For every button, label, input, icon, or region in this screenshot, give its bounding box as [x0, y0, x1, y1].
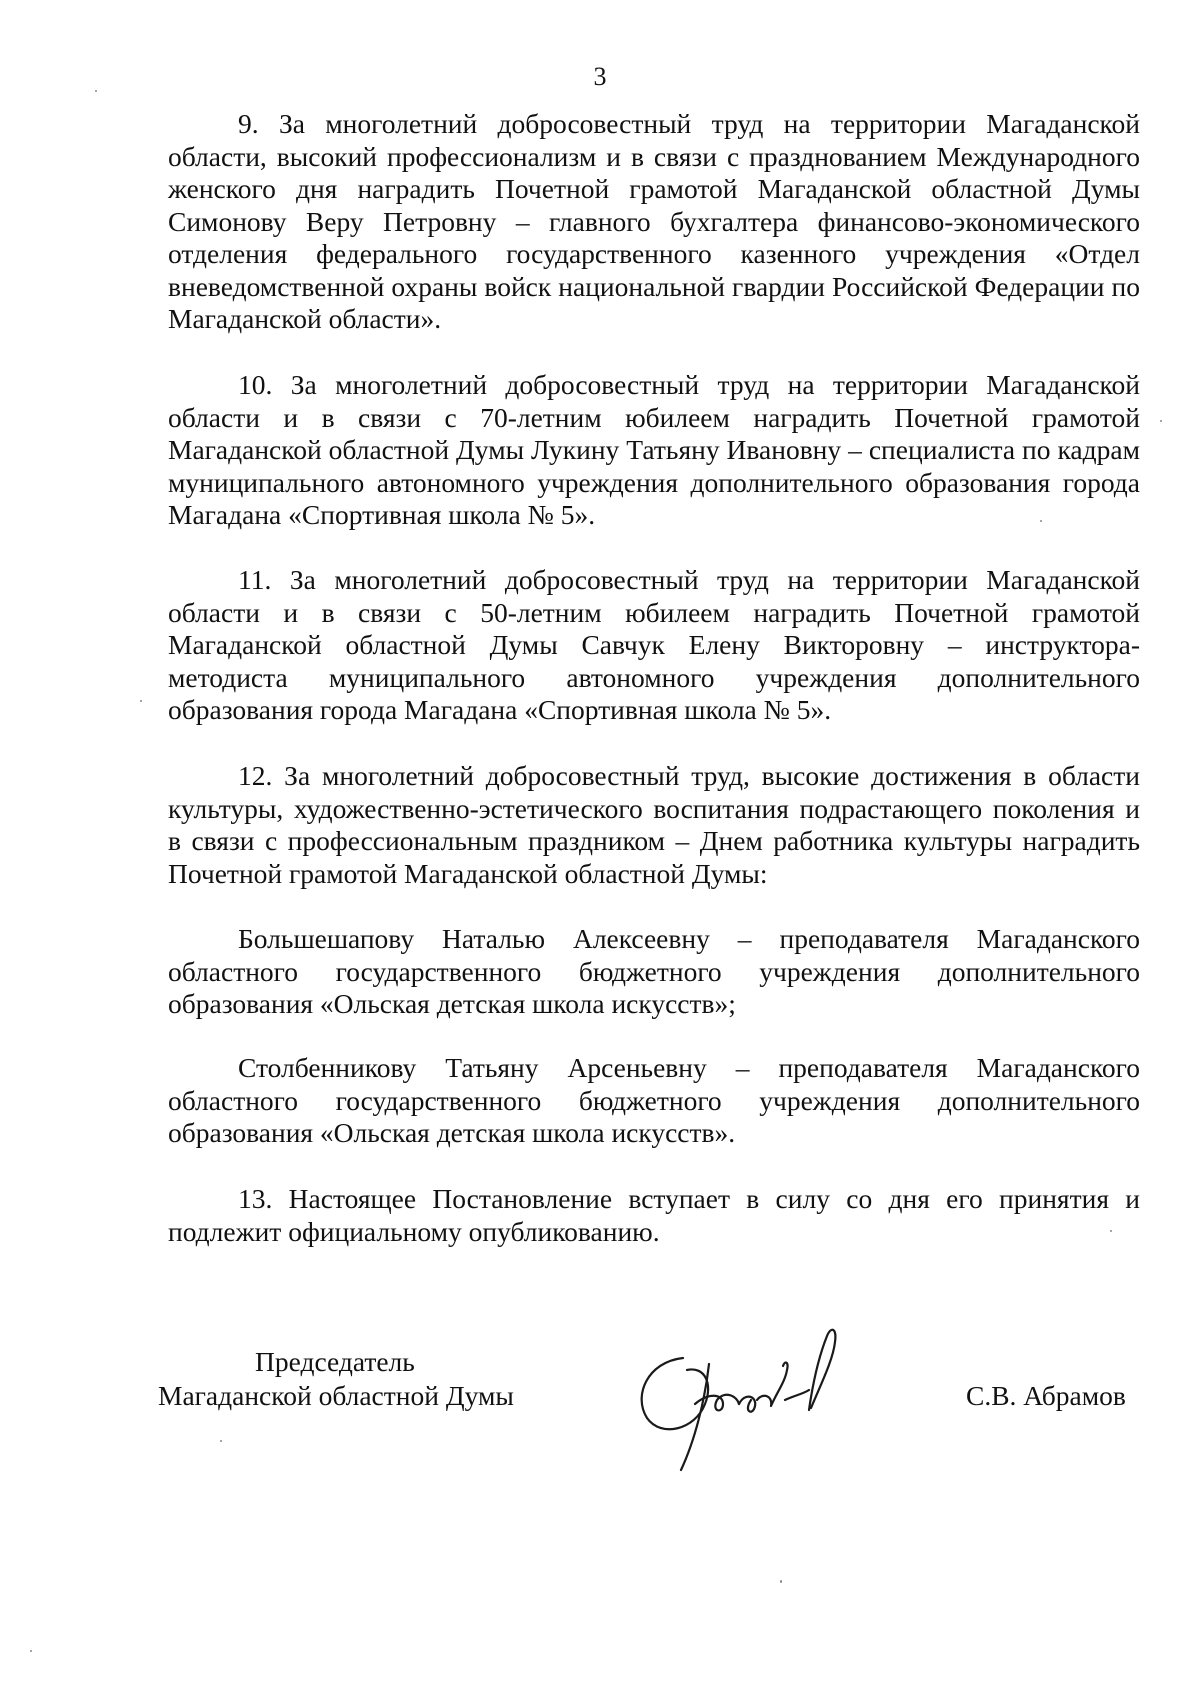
- scan-speck: [1040, 520, 1042, 522]
- paragraph-11: 11. За многолетний добросовестный труд на территории Магаданской области и в связи с 50-летним юбилеем наградить Почетной грамотой Магаданской областной Думы Савчук Елену Викторовну – инструктора-методиста муниципального автономного учреждения дополнительного образования города Магадана «Спортивная школа № 5».: [168, 564, 1140, 725]
- page-number: 3: [593, 62, 607, 91]
- signatory-name: С.В. Абрамов: [966, 1380, 1126, 1411]
- signatory-position-line1: Председатель: [255, 1346, 415, 1377]
- signatory-position-line2: Магаданской областной Думы: [158, 1380, 514, 1411]
- scan-speck: [1110, 1230, 1112, 1232]
- awardee-bolsheshapova: Большешапову Наталью Алексеевну – преподавателя Магаданского областного государственного бюджетного учреждения дополнительного образования «Ольская детская школа искусств»;: [168, 923, 1140, 1019]
- handwritten-signature: [625, 1300, 865, 1480]
- paragraph-9: 9. За многолетний добросовестный труд на территории Магаданской области, высокий профессионализм и в связи с празднованием Международного женского дня наградить Почетной грамотой Магаданской областной Думы Симонову Веру Петровну – главного бухгалтера финансово-экономического отделения федерального государственного казенного учреждения «Отдел вневедомственной охраны войск национальной гвардии Российской Федерации по Магаданской области».: [168, 108, 1140, 334]
- scan-speck: [1160, 420, 1162, 422]
- paragraph-10: 10. За многолетний добросовестный труд на территории Магаданской области и в связи с 70-летним юбилеем наградить Почетной грамотой Магаданской областной Думы Лукину Татьяну Ивановну – специалиста по кадрам муниципального автономного учреждения дополнительного образования города Магадана «Спортивная школа № 5».: [168, 369, 1140, 530]
- scan-speck: [220, 1440, 222, 1442]
- scan-speck: [780, 1580, 782, 1583]
- scan-speck: [140, 700, 142, 702]
- paragraph-13: 13. Настоящее Постановление вступает в силу со дня его принятия и подлежит официальному опубликованию.: [168, 1183, 1140, 1247]
- scan-speck: [30, 1650, 32, 1652]
- awardee-stolbennikova: Столбенникову Татьяну Арсеньевну – преподавателя Магаданского областного государственного бюджетного учреждения дополнительного образования «Ольская детская школа искусств».: [168, 1052, 1140, 1148]
- scan-speck: [95, 90, 97, 92]
- paragraph-12: 12. За многолетний добросовестный труд, высокие достижения в области культуры, художественно-эстетического воспитания подрастающего поколения и в связи с профессиональным праздником – Днем работника культуры наградить Почетной грамотой Магаданской областной Думы:: [168, 760, 1140, 889]
